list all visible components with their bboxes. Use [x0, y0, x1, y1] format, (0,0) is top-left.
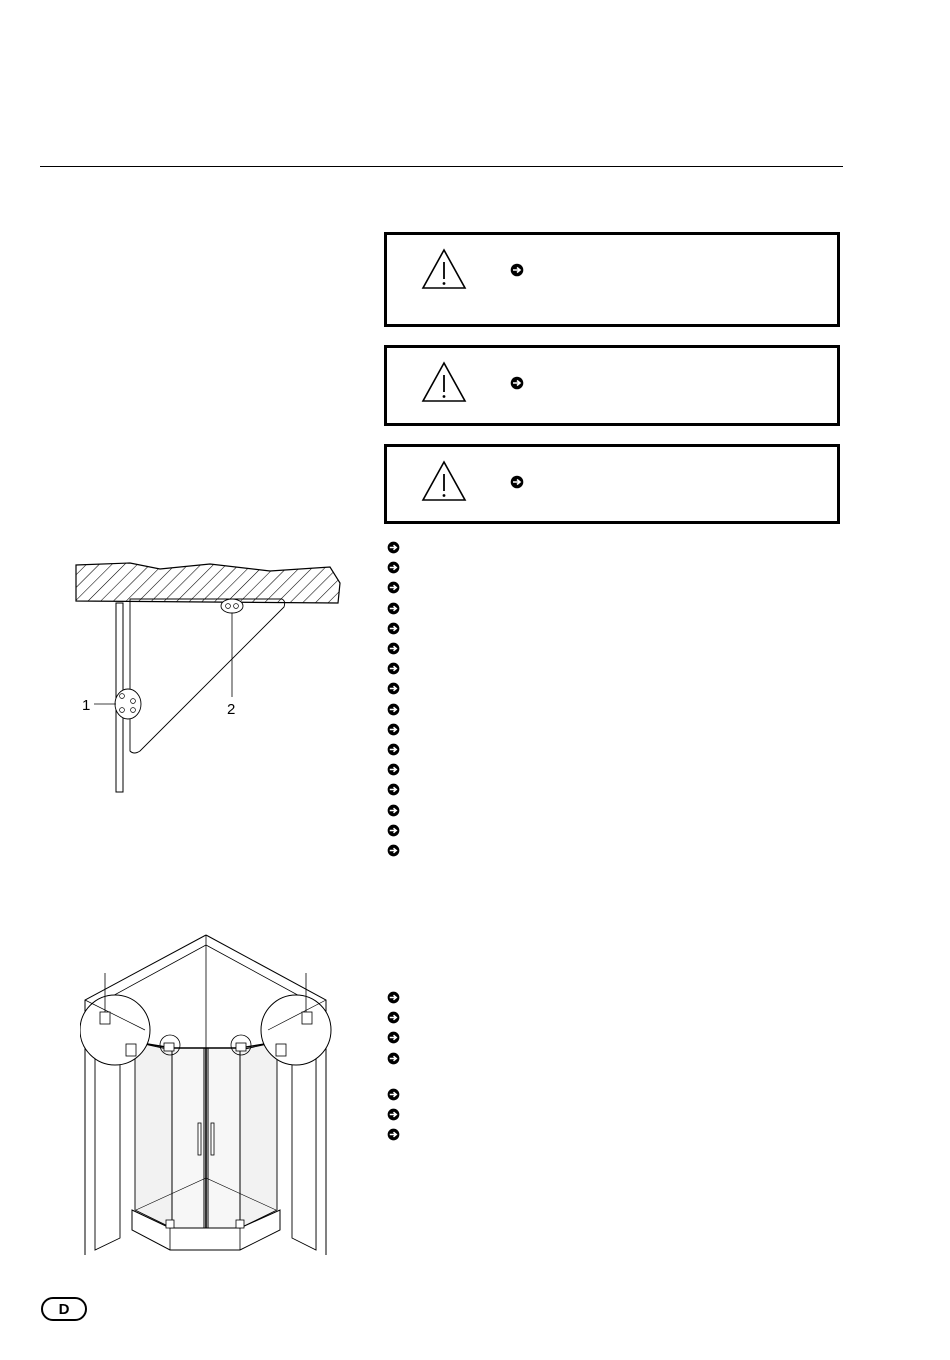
- arrow-bullet-icon: [387, 743, 400, 761]
- arrow-bullet-icon: [387, 1128, 400, 1146]
- warning-box-1: [384, 232, 840, 327]
- list-item: [387, 1051, 400, 1071]
- list-item: [387, 990, 400, 1010]
- list-item: [387, 681, 400, 701]
- arrow-bullet-icon: [387, 581, 400, 599]
- warning-triangle-icon: [421, 459, 467, 503]
- list-item: [387, 823, 400, 843]
- arrow-bullet-icon: [510, 376, 524, 390]
- list-item: [387, 843, 400, 863]
- arrow-bullet-icon: [387, 763, 400, 781]
- list-item: [387, 782, 400, 802]
- arrow-bullet-icon: [387, 1108, 400, 1126]
- arrow-bullet-icon: [387, 662, 400, 680]
- arrow-bullet-icon: [387, 991, 400, 1009]
- list-item: [387, 702, 400, 722]
- arrow-bullet-icon: [510, 263, 524, 277]
- list-item: [387, 601, 400, 621]
- arrow-bullet-icon: [387, 602, 400, 620]
- arrow-bullet-icon: [387, 622, 400, 640]
- wall-section: [76, 563, 340, 603]
- bullet-list-3: [387, 1087, 400, 1148]
- list-item: [387, 580, 400, 600]
- list-item: [387, 560, 400, 580]
- arrow-bullet-icon: [387, 703, 400, 721]
- list-item: [387, 742, 400, 762]
- list-item: [387, 1087, 400, 1107]
- list-item: [387, 641, 400, 661]
- panel-mounting-figure: [70, 555, 345, 800]
- arrow-bullet-icon: [387, 1088, 400, 1106]
- header-rule: [40, 166, 843, 167]
- list-item: [387, 661, 400, 681]
- list-item: [387, 802, 400, 822]
- shower-enclosure-figure: [80, 930, 335, 1258]
- hinge-1: [115, 689, 141, 719]
- arrow-bullet-icon: [387, 1052, 400, 1070]
- arrow-bullet-icon: [510, 475, 524, 489]
- arrow-bullet-icon: [387, 844, 400, 862]
- glass-panel: [130, 599, 285, 753]
- warning-triangle-icon: [421, 247, 467, 291]
- callout-2: 2: [227, 701, 236, 718]
- hinge-2: [221, 599, 243, 613]
- arrow-bullet-icon: [387, 642, 400, 660]
- list-item: [387, 1010, 400, 1030]
- arrow-bullet-icon: [387, 561, 400, 579]
- arrow-bullet-icon: [387, 804, 400, 822]
- bullet-list-2: [387, 990, 400, 1071]
- arrow-bullet-icon: [387, 824, 400, 842]
- list-item: [387, 1107, 400, 1127]
- list-item: [387, 1030, 400, 1050]
- warning-box-3: [384, 444, 840, 524]
- warning-box-2: [384, 345, 840, 426]
- warning-triangle-icon: [421, 360, 467, 404]
- arrow-bullet-icon: [387, 682, 400, 700]
- list-item: [387, 540, 400, 560]
- bullet-list-1: [387, 540, 400, 863]
- arrow-bullet-icon: [387, 541, 400, 559]
- arrow-bullet-icon: [387, 783, 400, 801]
- arrow-bullet-icon: [387, 723, 400, 741]
- list-item: [387, 1127, 400, 1147]
- language-badge: D: [41, 1297, 87, 1321]
- list-item: [387, 722, 400, 742]
- list-item: [387, 621, 400, 641]
- list-item: [387, 762, 400, 782]
- callout-1: 1: [82, 697, 91, 714]
- arrow-bullet-icon: [387, 1031, 400, 1049]
- arrow-bullet-icon: [387, 1011, 400, 1029]
